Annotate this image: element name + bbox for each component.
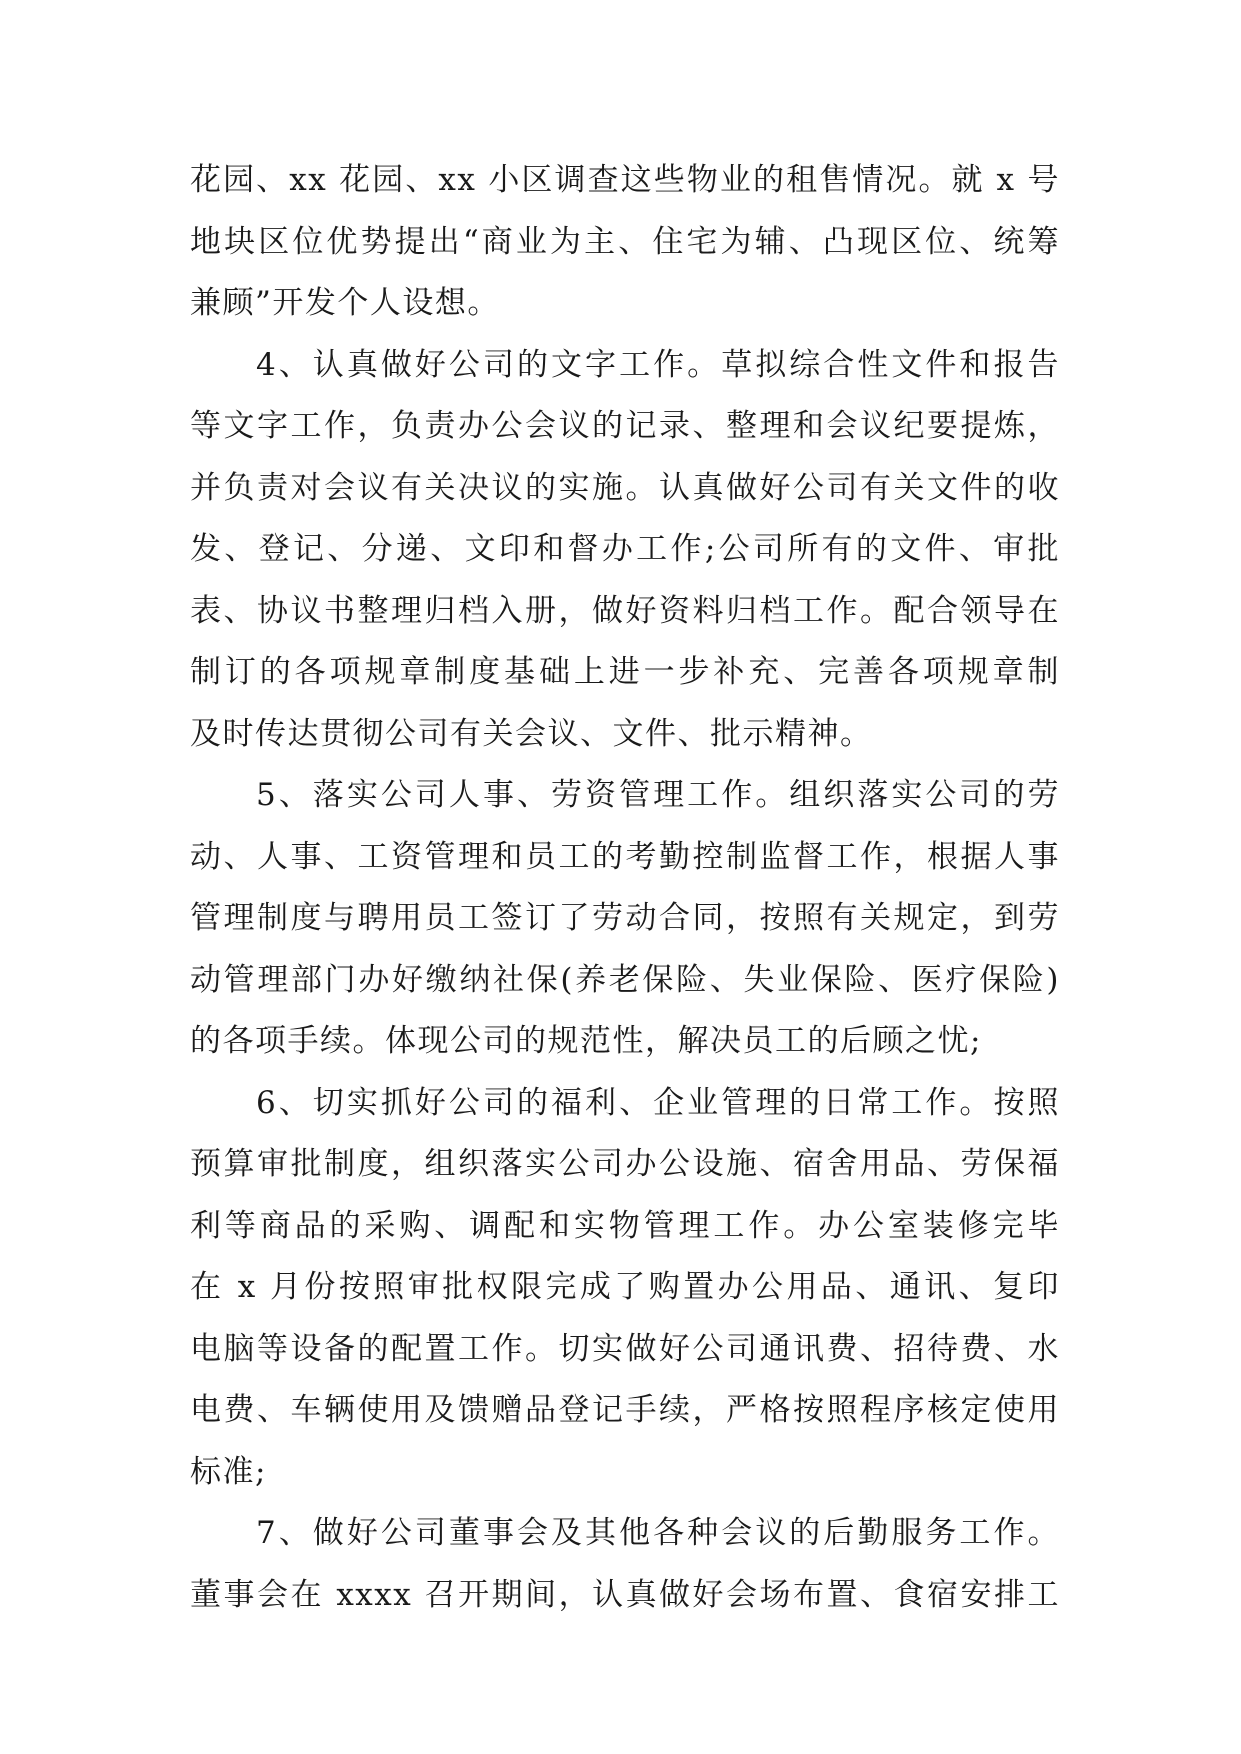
text-line: 5、落实公司人事、劳资管理工作。组织落实公司的劳 xyxy=(256,777,1060,813)
text-line: 利等商品的采购、调配和实物管理工作。办公室装修完毕 xyxy=(190,1207,1060,1244)
text-line: 6、切实抓好公司的福利、企业管理的日常工作。按照 xyxy=(256,1084,1060,1121)
text-line: 地块区位优势提出“商业为主、住宅为辅、凸现区位、统筹 xyxy=(190,223,1060,260)
text-line: 动管理部门办好缴纳社保(养老保险、失业保险、医疗保险) xyxy=(190,961,1060,998)
text-line: 的各项手续。体现公司的规范性，解决员工的后顾之忧; xyxy=(190,1023,982,1059)
text-line: 7、做好公司董事会及其他各种会议的后勤服务工作。 xyxy=(256,1515,1060,1551)
text-line: 电脑等设备的配置工作。切实做好公司通讯费、招待费、水 xyxy=(190,1330,1060,1367)
text-line: 兼顾”开发个人设想。 xyxy=(190,285,500,321)
text-line: 4、认真做好公司的文字工作。草拟综合性文件和报告 xyxy=(256,346,1060,383)
text-line: 制订的各项规章制度基础上进一步补充、完善各项规章制 xyxy=(190,654,1060,690)
paragraph xyxy=(190,335,1060,766)
text-line: 等文字工作，负责办公会议的记录、整理和会议纪要提炼， xyxy=(190,408,1060,444)
text-line: 及时传达贯彻公司有关会议、文件、批示精神。 xyxy=(190,715,873,752)
paragraph xyxy=(190,1073,1060,1504)
document-page xyxy=(190,150,1060,1626)
text-line: 动、人事、工资管理和员工的考勤控制监督工作，根据人事 xyxy=(190,838,1060,875)
paragraph xyxy=(190,765,1060,1073)
text-line: 管理制度与聘用员工签订了劳动合同，按照有关规定，到劳 xyxy=(190,900,1060,936)
text-line: 并负责对会议有关决议的实施。认真做好公司有关文件的收 xyxy=(190,469,1060,506)
paragraph xyxy=(190,150,1060,335)
text-line: 标准; xyxy=(190,1453,267,1490)
text-line: 表、协议书整理归档入册，做好资料归档工作。配合领导在 xyxy=(190,592,1060,629)
text-line: 花园、xx 花园、xx 小区调查这些物业的租售情况。就 x 号 xyxy=(190,162,1060,198)
text-line: 发、登记、分递、文印和督办工作;公司所有的文件、审批 xyxy=(190,531,1060,567)
text-line: 预算审批制度，组织落实公司办公设施、宿舍用品、劳保福 xyxy=(190,1146,1060,1182)
text-line: 电费、车辆使用及馈赠品登记手续，严格按照程序核定使用 xyxy=(190,1392,1060,1428)
text-line: 在 x 月份按照审批权限完成了购置办公用品、通讯、复印 xyxy=(190,1269,1060,1305)
paragraph xyxy=(190,1503,1060,1626)
text-line: 董事会在 xxxx 召开期间，认真做好会场布置、食宿安排工 xyxy=(190,1576,1060,1613)
